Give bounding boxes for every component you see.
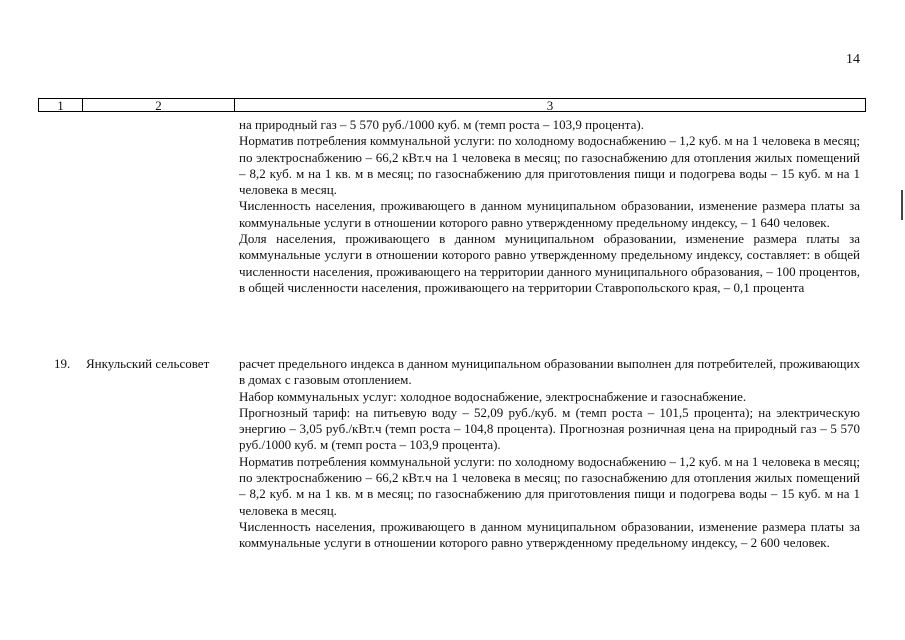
paragraph: Норматив потребления коммунальной услуги: по холодному водоснабжению – 1,2 куб. м на 1 человека в месяц; по электроснабжению – 66,2 кВт.ч на 1 человека в месяц; по газоснабжению для отопления жилых помещений – 8,2 куб. м на 1 кв. м в месяц; по газоснабжению для приготовления пищи и подогрева воды – 15 куб. м на 1 человека в месяц. [239,453,860,518]
paragraph: на природный газ – 5 570 руб./1000 куб. м (темп роста – 103,9 процента). [239,117,644,132]
paragraph: расчет предельного индекса в данном муниципальном образовании выполнен для потребителей, проживающих в домах с газовым отоплением. [239,356,860,388]
paragraph: Прогнозный тариф: на питьевую воду – 52,09 руб./куб. м (темп роста – 101,5 процента); на электрическую энергию – 3,05 руб./кВт.ч (темп роста – 104,8 процента). Прогнозная розничная цена на природный газ – 5 570 руб./1000 куб. м (темп роста – 103,9 процента). [239,404,860,453]
paragraph: Доля населения, проживающего в данном муниципальном образовании, изменение размера платы за коммунальные услуги в отношении которого равно утвержденному предельному индексу, составляет: в общей численности населения, проживающего на территории данного муниципального образования, – 100 процентов, в общей численности населения, проживающего на территории Ставропольского края, – 0,1 процента [239,231,860,295]
row-19-description [239,356,860,552]
municipality-name: Янкульский сельсовет [86,356,210,371]
paragraph: Норматив потребления коммунальной услуги: по холодному водоснабжению – 1,2 куб. м на 1 человека в месяц; по электроснабжению – 66,2 кВт.ч на 1 человека в месяц; по газоснабжению для отопления жилых помещений – 8,2 куб. м на 1 кв. м в месяц; по газоснабжению для приготовления пищи и подогрева воды – 15 куб. м на 1 человека в месяц. [239,133,860,198]
page-number: 14 [846,52,860,67]
previous-row-continuation [239,117,860,296]
paragraph: Набор коммунальных услуг: холодное водоснабжение, электроснабжение и газоснабжение. [239,388,747,404]
table-header-col-1: 1 [39,99,83,111]
table-header-col-2: 2 [83,99,235,111]
table-header-row [38,98,866,112]
row-number: 19. [54,356,71,371]
paragraph: Численность населения, проживающего в данном муниципальном образовании, изменение размера платы за коммунальные услуги в отношении которого равно утвержденному предельному индексу, – 1 640 человек. [239,198,860,230]
table-header-col-3: 3 [546,98,554,113]
paragraph: Численность населения, проживающего в данном муниципальном образовании, изменение размера платы за коммунальные услуги в отношении которого равно утвержденному предельному индексу, – 2 600 человек. [239,518,860,551]
scan-edge-mark [901,190,903,220]
